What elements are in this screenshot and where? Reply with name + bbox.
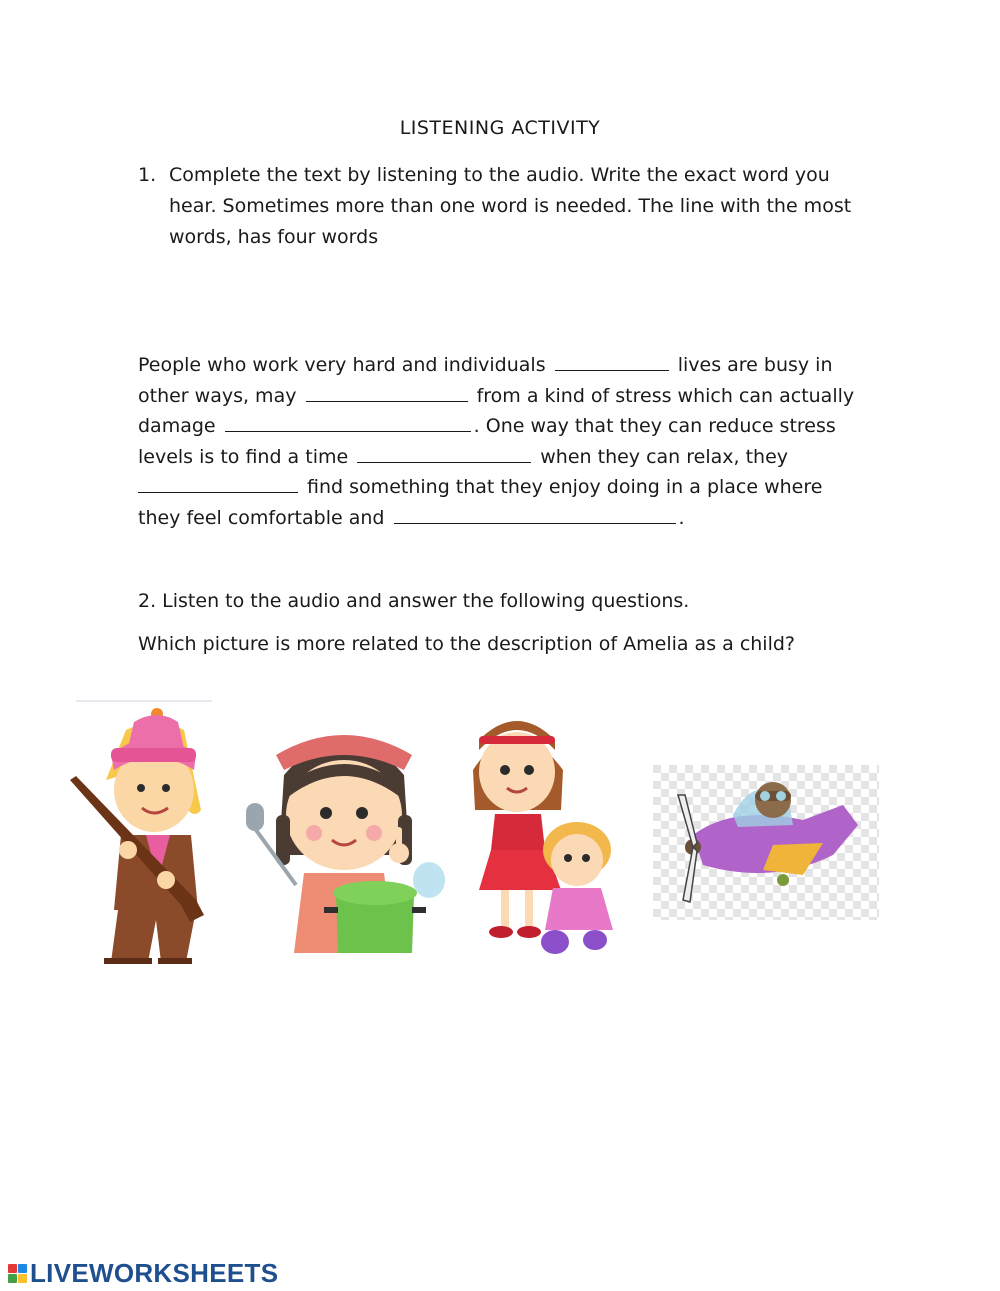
hunter-child-icon[interactable]	[66, 700, 216, 965]
passage-text: .	[678, 506, 685, 529]
question-1-number: 1.	[138, 164, 157, 186]
question-1-line-3: words, has four words	[169, 226, 379, 248]
passage-line-3	[138, 411, 878, 442]
logo-square	[8, 1264, 17, 1273]
logo-square	[18, 1274, 27, 1283]
passage-text: find something that they enjoy doing in a place where	[307, 476, 823, 498]
passage-text: damage	[138, 415, 216, 437]
passage-text: lives are busy in	[677, 354, 833, 376]
airplane-pilot-icon[interactable]	[653, 765, 879, 920]
passage-line-5	[138, 472, 878, 503]
blank-2[interactable]	[306, 384, 468, 402]
brand-name: LIVEWORKSHEETS	[30, 1258, 279, 1288]
liveworksheets-logo	[8, 1258, 278, 1289]
blank-6[interactable]	[394, 506, 676, 524]
passage-text: other ways, may	[138, 384, 297, 407]
fill-in-passage	[138, 350, 878, 533]
passage-text: People who work very hard and individuals	[138, 354, 546, 376]
passage-text: . One way that they can reduce stress	[473, 415, 836, 437]
passage-text: they feel comfortable and	[138, 506, 385, 529]
logo-mark-icon	[8, 1264, 27, 1283]
passage-text: from a kind of stress which can actually	[476, 384, 855, 407]
blank-5[interactable]	[138, 475, 298, 493]
question-2-prompt: Which picture is more related to the description of Amelia as a child?	[138, 633, 796, 655]
question-1-line-2: hear. Sometimes more than one word is needed. The line with the most	[169, 195, 852, 217]
blank-4[interactable]	[357, 445, 531, 463]
question-1	[138, 160, 878, 253]
passage-text: levels is to find a time	[138, 445, 349, 468]
page-title: LISTENING ACTIVITY	[399, 117, 601, 139]
passage-line-4	[138, 442, 878, 473]
logo-square	[8, 1274, 17, 1283]
cooking-girl-icon[interactable]	[244, 715, 449, 955]
question-1-line-1: Complete the text by listening to the audio. Write the exact word you	[169, 164, 830, 186]
question-2-label: 2. Listen to the audio and answer the following questions.	[138, 590, 690, 612]
passage-text: when they can relax, they	[540, 445, 789, 468]
passage-line-2	[138, 381, 878, 412]
passage-line-1	[138, 350, 878, 381]
blank-1[interactable]	[555, 353, 669, 371]
blank-3[interactable]	[225, 414, 471, 432]
logo-square	[18, 1264, 27, 1273]
girl-with-doll-icon[interactable]	[465, 710, 630, 955]
passage-line-6	[138, 503, 878, 534]
